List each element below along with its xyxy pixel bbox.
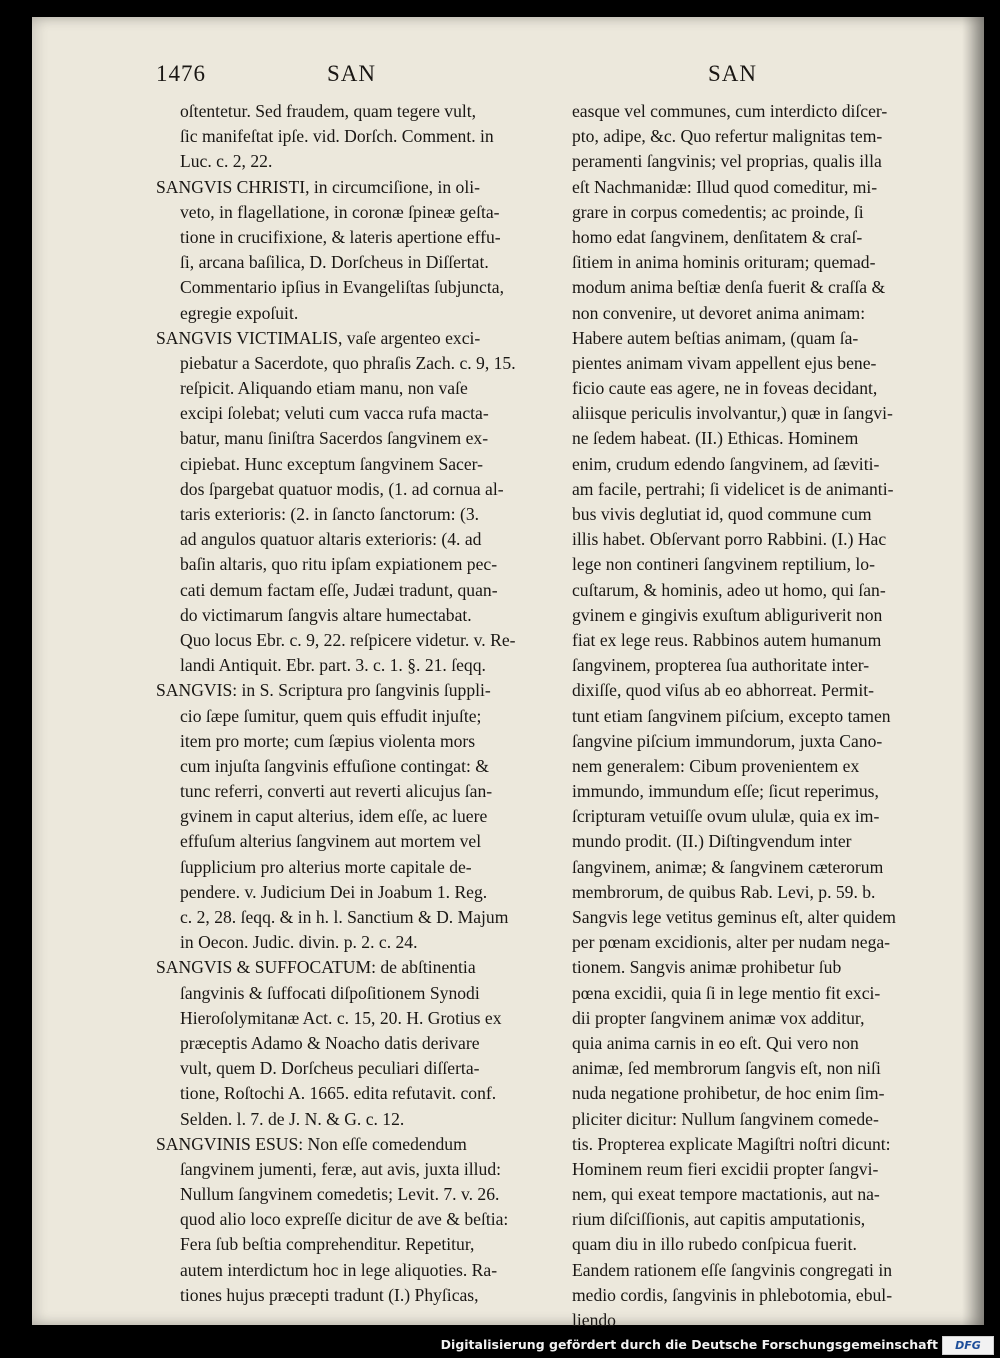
text-line: ſitiem in anima hominis orituram; quemad-: [572, 252, 876, 273]
text-line: piebatur a Sacerdote, quo phraſis Zach. c. 9, 15.: [180, 352, 516, 373]
text-line: SANGVIS CHRISTI, in circumciſione, in oli-: [156, 176, 480, 197]
text-line: eſt Nachmanidæ: Illud quod comeditur, mi-: [572, 176, 878, 197]
text-line: tunc referri, converti aut reverti alicujus ſan-: [180, 781, 493, 802]
text-line: Hieroſolymitanæ Act. c. 15, 20. H. Grotius ex: [180, 1007, 502, 1028]
text-line: non convenire, ut devoret anima animam:: [572, 302, 866, 323]
text-line: dos ſpargebat quatuor modis, (1. ad cornua al-: [180, 478, 504, 499]
page-number: 1476: [156, 61, 206, 86]
text-line: do victimarum ſangvis altare humectabat.: [180, 604, 472, 625]
text-line: cuſtarum, & hominis, adeo ut homo, qui ſan-: [572, 579, 886, 600]
text-line: grare in corpus comedentis; ac proinde, ſi: [572, 201, 864, 222]
book-page: [32, 17, 984, 1330]
text-line: nem, qui exeat tempore mactationis, aut na-: [572, 1184, 880, 1205]
text-line: dii propter ſangvinem animæ vox additur,: [572, 1007, 865, 1028]
dfg-logo: DFG: [942, 1336, 994, 1355]
text-line: Selden. l. 7. de J. N. & G. c. 12.: [180, 1108, 405, 1129]
text-line: medio cordis, ſangvinis in phlebotomia, ebul-: [572, 1284, 893, 1305]
text-line: ſangvinis & ſuffocati diſpoſitionem Synodi: [180, 982, 480, 1003]
text-line: effuſum alterius ſangvinem aut mortem vel: [180, 831, 482, 852]
text-line: SANGVIS & SUFFOCATUM: de abſtinentia: [156, 957, 476, 978]
text-line: veto, in flagellatione, in coronæ ſpineæ geſta-: [180, 201, 500, 222]
text-line: item pro morte; cum ſæpius violenta mors: [180, 730, 476, 751]
text-line: dixiſſe, quod viſus ab eo abhorreat. Permit-: [572, 680, 874, 701]
text-line: excipi ſolebat; veluti cum vacca rufa macta-: [180, 403, 489, 424]
text-line: cio ſæpe ſumitur, quem quis effudit injuſte;: [180, 705, 482, 726]
text-line: egregie expoſuit.: [180, 302, 299, 323]
text-line: autem interdictum hoc in lege aliquoties. Ra-: [180, 1259, 498, 1280]
text-line: pœna excidii, quia ſi in lege mentio fit exci-: [572, 982, 881, 1003]
text-line: ſangvinem, animæ; & ſangvinem cæterorum: [572, 856, 884, 877]
running-head: [32, 61, 984, 95]
text-line: Commentario ipſius in Evangeliſtas ſubjuncta,: [180, 277, 504, 298]
text-line: modum anima beſtiæ denſa fuerit & craſſa &: [572, 277, 886, 298]
text-line: cum injuſta ſangvinis effuſione contingat: &: [180, 755, 489, 776]
left-running-title: SAN: [327, 61, 377, 86]
text-line: homo edat ſangvinem, denſitatem & craſ-: [572, 226, 863, 247]
text-line: vult, quem D. Dorſcheus peculiari diſſerta-: [180, 1058, 480, 1079]
text-line: SANGVIS: in S. Scriptura pro ſangvinis ſuppli-: [156, 680, 491, 701]
text-line: peramenti ſangvinis; vel proprias, qualis illa: [572, 151, 882, 172]
text-line: mundo prodit. (II.) Diſtingvendum inter: [572, 831, 852, 852]
text-line: Nullum ſangvinem comedetis; Levit. 7. v. 26.: [180, 1184, 500, 1205]
page-fold-shadow: [962, 17, 984, 1325]
text-line: enim, crudum edendo ſangvinem, ad ſæviti-: [572, 453, 880, 474]
text-line: illis habet. Obſervant porro Rabbini. (I.) Hac: [572, 529, 887, 550]
text-line: baſin altaris, quo ritu ipſam expiationem pec-: [180, 554, 498, 575]
text-line: per pœnam excidionis, alter per nudam nega-: [572, 932, 891, 953]
text-line: easque vel communes, cum interdicto diſcer-: [572, 101, 888, 121]
text-line: tis. Propterea explicate Magiſtri noſtri dicunt:: [572, 1133, 891, 1154]
text-line: nuda negatione prohibetur, de hoc enim ſim-: [572, 1083, 885, 1104]
left-text-column: [156, 99, 538, 1308]
right-running-title: SAN: [708, 61, 758, 86]
text-line: membrorum, de quibus Rab. Levi, p. 59. b.: [572, 881, 876, 902]
right-text-column: [572, 99, 953, 1333]
text-line: aliisque periculis involvantur,) quæ in ſangvi-: [572, 403, 893, 424]
funding-credit: Digitalisierung gefördert durch die Deutsche Forschungsgemeinschaft: [440, 1337, 938, 1352]
text-line: ſic manifeſtat ipſe. vid. Dorſch. Comment. in: [180, 126, 494, 147]
text-line: tunt etiam ſangvinem piſcium, excepto tamen: [572, 705, 891, 726]
text-line: ſcripturam vetuiſſe ovum ululæ, quia ex im-: [572, 806, 880, 827]
text-line: tionem. Sangvis animæ prohibetur ſub: [572, 957, 842, 978]
text-line: pliciter dicitur: Nullum ſangvinem comede-: [572, 1108, 879, 1129]
text-line: tiones hujus præcepti tradunt (I.) Phyſicas,: [180, 1284, 479, 1305]
text-line: ficio caute eas agere, ne in foveas decidant,: [572, 378, 878, 399]
text-line: tione in crucifixione, & lateris apertione effu-: [180, 226, 501, 247]
text-line: ſupplicium pro alterius morte capitale de-: [180, 856, 472, 877]
text-line: Eandem rationem eſſe ſangvinis congregati in: [572, 1259, 893, 1280]
text-line: SANGVINIS ESUS: Non eſſe comedendum: [156, 1133, 467, 1154]
text-line: rium diſciſſionis, aut capitis amputationis,: [572, 1209, 866, 1230]
text-line: ſangvinem, propterea ſua authoritate inter-: [572, 655, 870, 676]
text-line: c. 2, 28. ſeqq. & in h. l. Sanctium & D. Majum: [180, 907, 509, 927]
text-line: Sangvis lege vetitus geminus eſt, alter quidem: [572, 907, 896, 927]
text-line: am facile, pertrahi; ſi videlicet is de animanti-: [572, 478, 894, 499]
text-line: ſangvinem jumenti, feræ, aut avis, juxta illud:: [180, 1158, 502, 1179]
text-line: bus vivis deglutiat id, quod commune cum: [572, 504, 872, 524]
text-line: pientes animam vivam appellent ejus bene-: [572, 352, 877, 373]
text-line: præceptis Adamo & Noacho datis derivare: [180, 1032, 480, 1053]
text-line: Habere autem beſtias animam, (quam ſa-: [572, 327, 859, 348]
text-line: ne ſedem habeat. (II.) Ethicas. Hominem: [572, 428, 859, 449]
text-line: batur, manu ſiniſtra Sacerdos ſangvinem ex-: [180, 428, 489, 449]
text-line: cati demum factam eſſe, Judæi tradunt, quan-: [180, 579, 498, 600]
text-line: animæ, ſed membrorum ſangvis eſt, non niſi: [572, 1058, 881, 1079]
text-line: ſi, arcana baſilica, D. Dorſcheus in Diſſertat.: [180, 252, 489, 273]
text-line: pto, adipe, &c. Quo refertur malignitas tem-: [572, 126, 883, 147]
text-line: quia anima carnis in eo eſt. Qui vero non: [572, 1032, 859, 1053]
text-line: Luc. c. 2, 22.: [180, 151, 273, 172]
text-line: landi Antiquit. Ebr. part. 3. c. 1. §. 21. ſeqq.: [180, 655, 486, 676]
text-line: nem generalem: Cibum provenientem ex: [572, 755, 860, 776]
text-line: quod alio loco expreſſe dicitur de ave & beſtia:: [180, 1209, 509, 1230]
text-line: immundo, immundum eſſe; ſicut reperimus,: [572, 781, 879, 802]
text-line: liendo: [572, 1310, 616, 1330]
text-line: reſpicit. Aliquando etiam manu, non vaſe: [180, 378, 468, 399]
text-line: gvinem e gingivis exuſtum abliguriverit non: [572, 604, 883, 625]
text-line: tione, Roſtochi A. 1665. edita refutavit. conf.: [180, 1083, 497, 1104]
text-line: pendere. v. Judicium Dei in Joabum 1. Reg.: [180, 881, 488, 902]
text-line: gvinem in caput alterius, idem eſſe, ac luere: [180, 806, 488, 827]
footer-bar: [0, 1333, 1000, 1358]
text-line: in Oecon. Judic. divin. p. 2. c. 24.: [180, 932, 418, 953]
text-line: cipiebat. Hunc exceptum ſangvinem Sacer-: [180, 453, 484, 474]
text-line: Quo locus Ebr. c. 9, 22. reſpicere videtur. v. Re-: [180, 629, 516, 650]
text-line: SANGVIS VICTIMALIS, vaſe argenteo exci-: [156, 327, 481, 348]
text-line: ad angulos quatuor altaris exterioris: (4. ad: [180, 529, 482, 550]
text-line: fiat ex lege reus. Rabbinos autem humanum: [572, 629, 882, 650]
text-line: oſtentetur. Sed fraudem, quam tegere vult,: [180, 101, 477, 121]
text-line: taris exterioris: (2. in ſancto ſanctorum: (3.: [180, 504, 480, 524]
text-line: quam diu in illo rubedo conſpicua fuerit.: [572, 1234, 857, 1255]
text-line: ſangvine piſcium immundorum, juxta Cano-: [572, 730, 883, 751]
text-line: Fera ſub beſtia comprehenditur. Repetitur,: [180, 1234, 475, 1255]
text-line: lege non contineri ſangvinem reptilium, lo-: [572, 554, 875, 575]
text-line: Hominem reum fieri excidii propter ſangvi-: [572, 1158, 879, 1179]
